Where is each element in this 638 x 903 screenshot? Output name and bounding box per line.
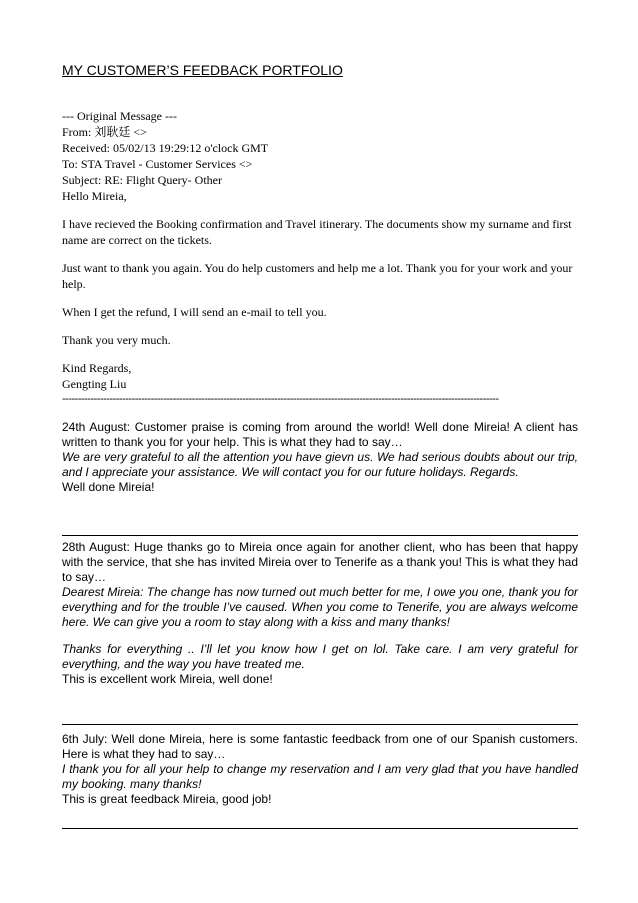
email-header-line: --- Original Message --- bbox=[62, 109, 177, 123]
separator-rule bbox=[62, 535, 578, 536]
feedback-entry bbox=[62, 732, 578, 807]
feedback-intro: 24th August: Customer praise is coming from around the world! Well done Mireia! A client has written to thank you for your help. This is what they had to say… bbox=[62, 420, 578, 449]
feedback-closing: This is excellent work Mireia, well done! bbox=[62, 672, 273, 686]
feedback-quote: I thank you for all your help to change my reservation and I am very glad that you have handled my booking. many thanks! bbox=[62, 762, 578, 791]
email-paragraph: When I get the refund, I will send an e-mail to tell you. bbox=[62, 305, 327, 319]
feedback-closing: This is great feedback Mireia, good job! bbox=[62, 792, 272, 806]
feedback-quote: We are very grateful to all the attention you have gievn us. We had serious doubts about our trip, and I appreciate your assistance. We will contact you for our future holidays. Regards. bbox=[62, 450, 578, 479]
email-signoff: Kind Regards, bbox=[62, 361, 132, 375]
page-title: MY CUSTOMER’S FEEDBACK PORTFOLIO bbox=[62, 62, 343, 78]
email-signature: Gengting Liu bbox=[62, 377, 127, 391]
feedback-entry bbox=[62, 420, 578, 495]
separator-rule bbox=[62, 828, 578, 829]
feedback-intro: 28th August: Huge thanks go to Mireia once again for another client, who has been that happy with the service, that she has invited Mireia over to Tenerife as a thank you! This is what they had to say… bbox=[62, 540, 578, 584]
email-paragraph: I have recieved the Booking confirmation and Travel itinerary. The documents show my surname and first name are correct on the tickets. bbox=[62, 217, 572, 247]
feedback-quote: Dearest Mireia: The change has now turned out much better for me, I owe you one, thank you for everything and for the trouble I’ve caused. When you come to Tenerife, you are always welcome here. We can give you a room to stay along with a kiss and many thanks! bbox=[62, 585, 578, 629]
email-from: From: 刘耿廷 <> bbox=[62, 125, 147, 139]
email-paragraph: Thank you very much. bbox=[62, 333, 171, 347]
email-greeting: Hello Mireia, bbox=[62, 189, 127, 203]
dashed-separator: ------------------------------------------------------------------------------------------------------------------------------------------ bbox=[62, 393, 499, 405]
email-paragraph: Just want to thank you again. You do help customers and help me a lot. Thank you for your work and your help. bbox=[62, 261, 573, 291]
separator-rule bbox=[62, 724, 578, 725]
feedback-entry bbox=[62, 540, 578, 687]
email-to: To: STA Travel - Customer Services <> bbox=[62, 157, 253, 171]
email-received: Received: 05/02/13 19:29:12 o'clock GMT bbox=[62, 141, 269, 155]
email-message bbox=[62, 108, 578, 392]
email-subject: Subject: RE: Flight Query- Other bbox=[62, 173, 222, 187]
feedback-quote: Thanks for everything .. I’ll let you know how I get on lol. Take care. I am very grateful for everything, and the way you have treated me. bbox=[62, 642, 578, 671]
feedback-intro: 6th July: Well done Mireia, here is some fantastic feedback from one of our Spanish customers. Here is what they had to say… bbox=[62, 732, 578, 761]
feedback-closing: Well done Mireia! bbox=[62, 480, 155, 494]
